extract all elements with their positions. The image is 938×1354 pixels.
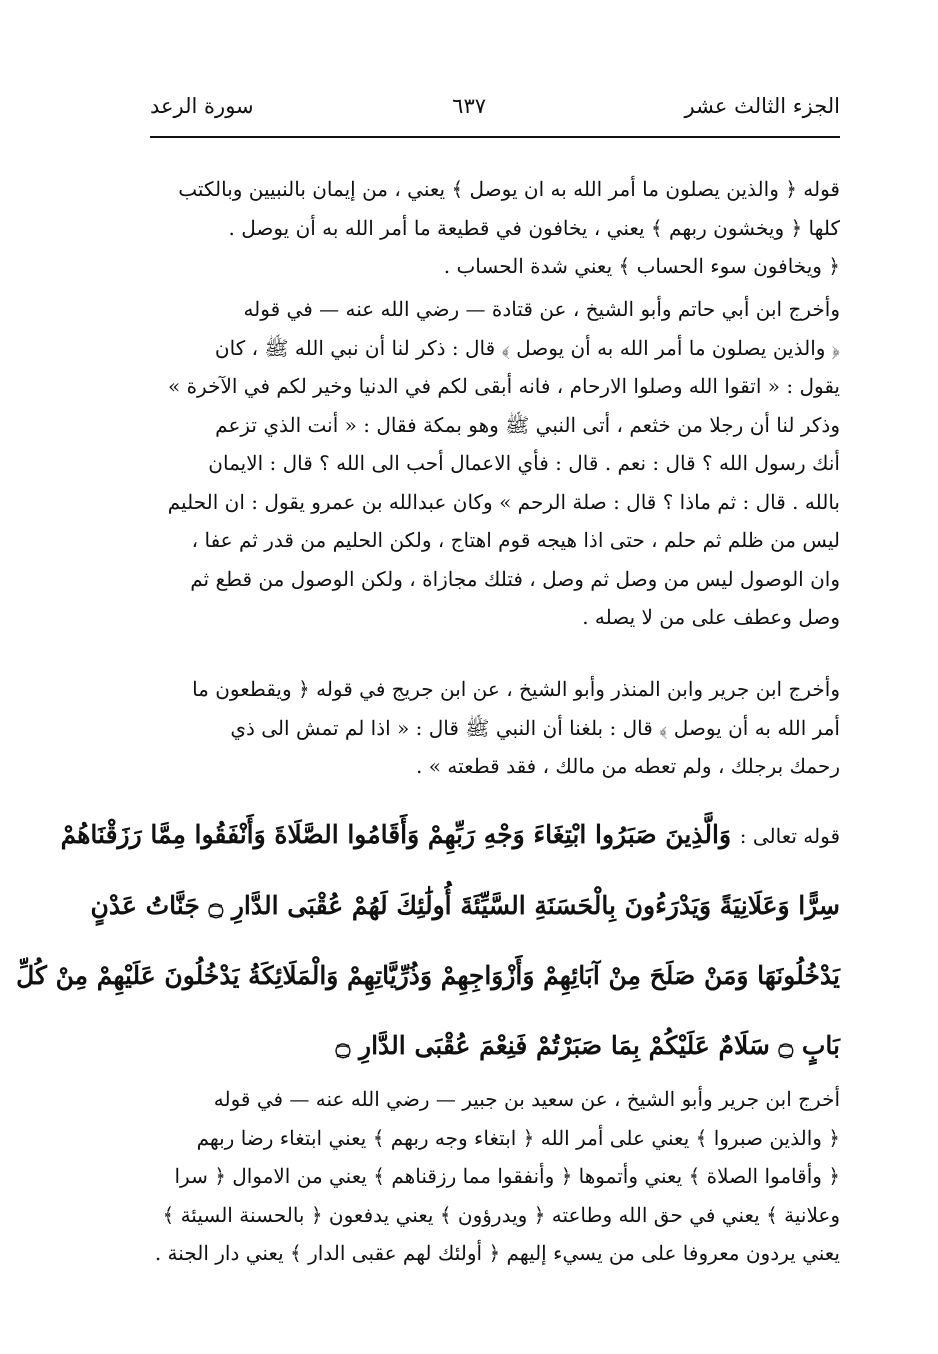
verse-text: وَالَّذِينَ صَبَرُوا ابْتِغَاءَ وَجْهِ رَبِّهِمْ وَأَقَامُوا الصَّلَاةَ وَأَنْفَقُوا مِمَّا رَزَقْنَاهُمْ — [60, 820, 732, 849]
text-line: وصل وعطف على من لا يصله . — [582, 605, 840, 629]
running-head-part: الجزء الثالث عشر — [684, 94, 840, 118]
text-line: بالله . قال : ثم ماذا ؟ قال : صلة الرحم » وكان عبدالله بن عمرو يقول : ان الحليم — [167, 489, 840, 514]
text-line: وان الوصول ليس من وصل ثم وصل ، فتلك مجازاة ، ولكن الوصول من قطع ثم — [190, 566, 840, 591]
text-line: ليس من ظلم ثم حلم ، حتى اذا هيجه قوم اهتاج ، ولكن الحليم من قدر ثم عفا ، — [191, 528, 840, 552]
paragraph-2 — [150, 290, 840, 637]
header-divider — [150, 136, 840, 138]
text-line: يعني يردون معروفا على من يسيء إليهم ﴿ أولئك لهم عقبى الدار ﴾ يعني دار الجنة . — [154, 1241, 840, 1265]
text-line: رحمك برجلك ، ولم تعطه من مالك ، فقد قطعته » . — [416, 754, 840, 778]
paragraph-3 — [150, 670, 840, 786]
running-head-surah: سورة الرعد — [150, 94, 254, 118]
text-line: أخرج ابن جرير وأبو الشيخ ، عن سعيد بن جبير — رضي الله عنه — في قوله — [213, 1087, 840, 1111]
verse-line: يَدْخُلُونَهَا وَمَنْ صَلَحَ مِنْ آبَائِهِمْ وَأَزْوَاجِهِمْ وَذُرِّيَّاتِهِمْ وَالْمَلَائِكَةُ يَدْخُلُونَ عَلَيْهِمْ مِنْ كُلِّ — [16, 961, 840, 990]
commentary-paragraph — [150, 1080, 840, 1273]
text-line: ﴿ ويخافون سوء الحساب ﴾ يعني شدة الحساب . — [443, 254, 840, 278]
text-line: وأخرج ابن جرير وابن المنذر وأبو الشيخ ، عن ابن جريج في قوله ﴿ ويقطعون ما — [192, 677, 840, 701]
text-line: وعلانية ﴾ يعني في حق الله وطاعته ﴿ ويدرؤون ﴾ يعني يدفعون ﴿ بالحسنة السيئة ﴾ — [162, 1202, 840, 1227]
quran-verse-block — [16, 800, 840, 1081]
text-line: ﴿ والذين يصلون ما أمر الله به أن يوصل ﴾ قال : ذكر لنا أن نبي الله ﷺ ، كان — [214, 335, 840, 360]
paragraph-1 — [150, 170, 840, 286]
text-line: وذكر لنا أن رجلا من خثعم ، أتى النبي ﷺ وهو بمكة فقال : « أنت الذي تزعم — [215, 412, 840, 437]
verse-line: بَابٍ ۝ سَلَامٌ عَلَيْكُمْ بِمَا صَبَرْتُمْ فَنِعْمَ عُقْبَى الدَّارِ ۝ — [335, 1031, 840, 1060]
verse-intro: قوله تعالى : — [739, 824, 840, 848]
text-line: يقول : « اتقوا الله وصلوا الارحام ، فانه أبقى لكم في الدنيا وخير لكم في الآخرة » — [167, 374, 840, 398]
text-line: ﴿ وأقاموا الصلاة ﴾ يعني وأتموها ﴿ وأنفقوا مما رزقناهم ﴾ يعني من الاموال ﴿ سرا — [174, 1164, 840, 1188]
text-line: ﴿ والذين صبروا ﴾ يعني على أمر الله ﴿ ابتغاء وجه ربهم ﴾ يعني ابتغاء رضا ربهم — [196, 1125, 840, 1150]
text-line: أمر الله به أن يوصل ﴾ قال : بلغنا أن النبي ﷺ قال : « اذا لم تمش الى ذي — [230, 715, 840, 740]
verse-line — [60, 800, 840, 871]
text-line: أنك رسول الله ؟ قال : نعم . قال : فأي الاعمال أحب الى الله ؟ قال : الايمان — [208, 451, 840, 475]
text-line: وأخرج ابن أبي حاتم وأبو الشيخ ، عن قتادة — رضي الله عنه — في قوله — [243, 297, 840, 321]
verse-line: سِرًّا وَعَلَانِيَةً وَيَدْرَءُونَ بِالْحَسَنَةِ السَّيِّئَةَ أُولَٰئِكَ لَهُمْ عُقْبَى الدَّارِ ۝ جَنَّاتُ عَدْنٍ — [90, 891, 840, 920]
text-line: كلها ﴿ ويخشون ربهم ﴾ يعني ، يخافون في قطيعة ما أمر الله به أن يوصل . — [228, 215, 840, 240]
page-header — [150, 86, 840, 126]
page-number: ٦٣٧ — [452, 94, 487, 118]
text-line: قوله ﴿ والذين يصلون ما أمر الله به ان يوصل ﴾ يعني ، من إيمان بالنبيين وبالكتب — [178, 177, 840, 201]
